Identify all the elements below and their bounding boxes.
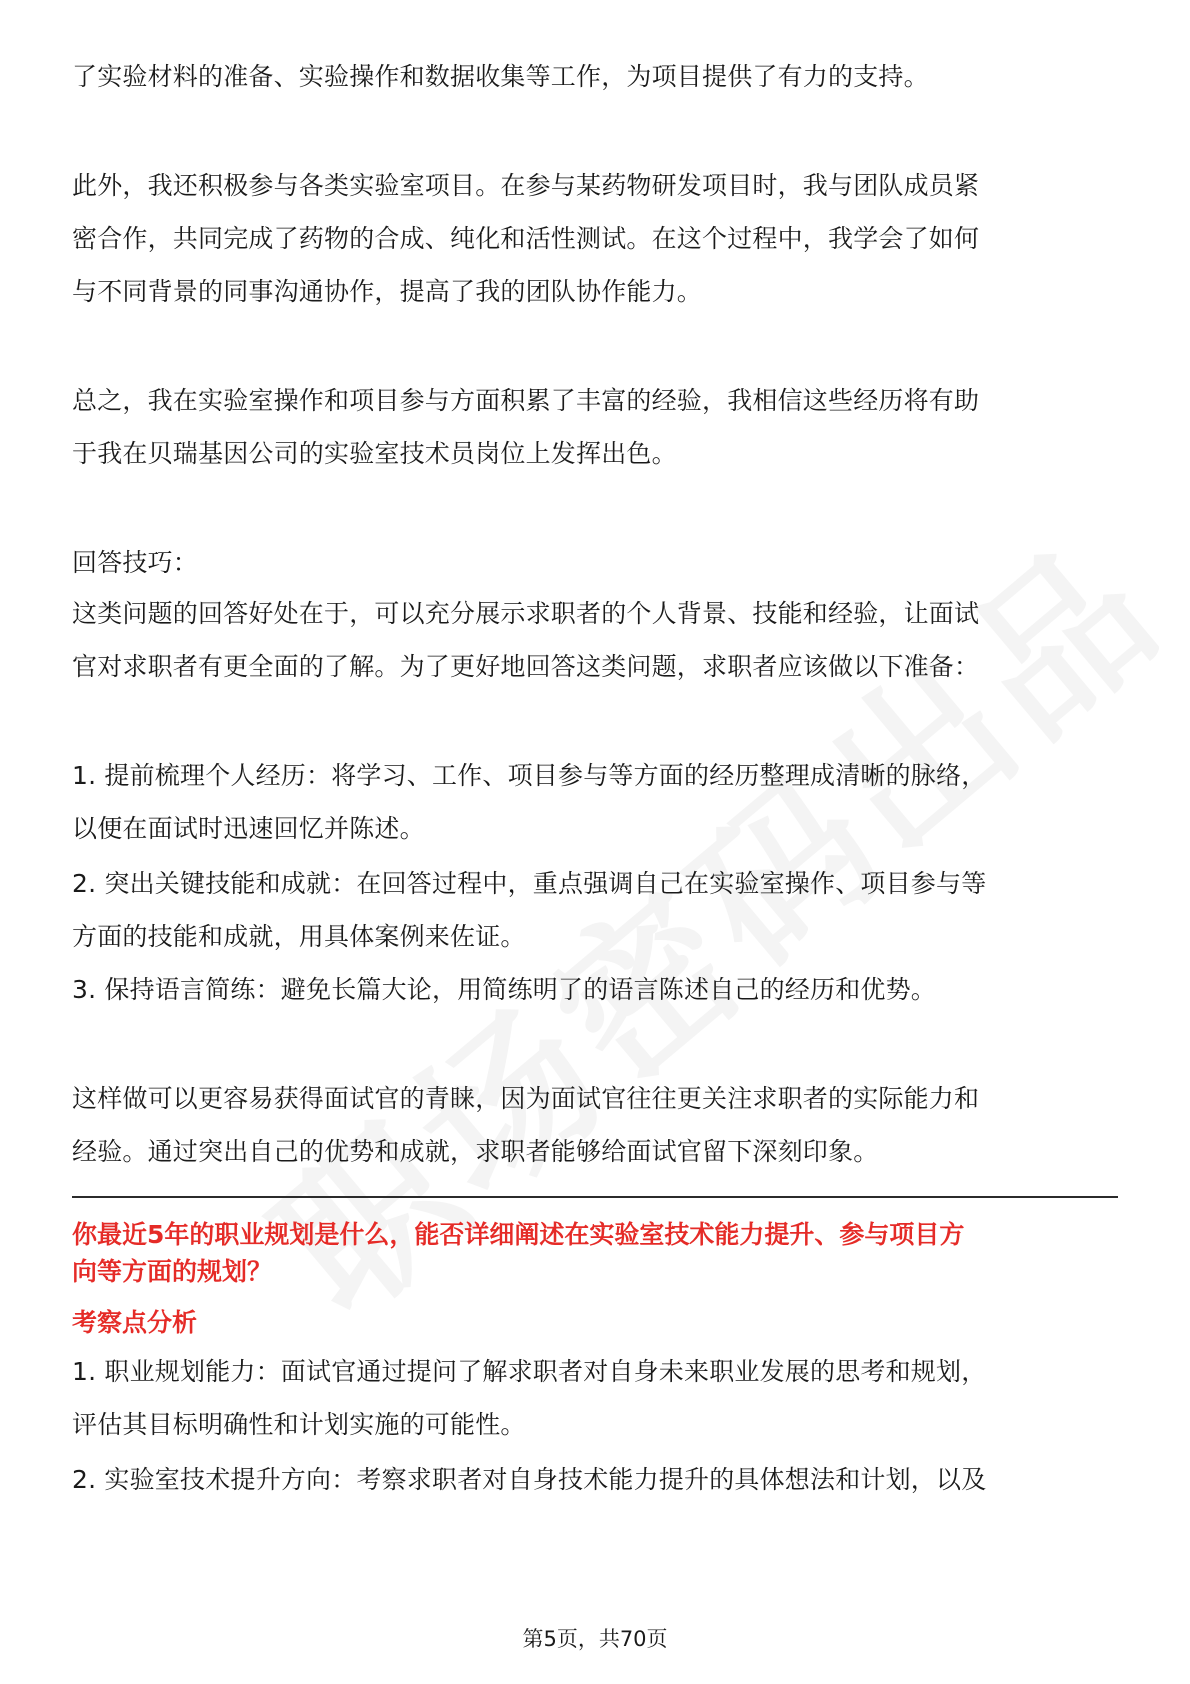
paragraph-line: 与不同背景的同事沟通协作，提高了我的团队协作能力。 [72, 277, 703, 306]
list-item: 2. 突出关键技能和成就：在回答过程中，重点强调自己在实验室操作、项目参与等 [72, 869, 987, 898]
list-item: 3. 保持语言简练：避免长篇大论，用简练明了的语言陈述自己的经历和优势。 [72, 975, 937, 1004]
paragraph-line: 总之，我在实验室操作和项目参与方面积累了丰富的经验，我相信这些经历将有助 [72, 386, 980, 415]
list-item: 1. 提前梳理个人经历：将学习、工作、项目参与等方面的经历整理成清晰的脉络， [72, 761, 987, 790]
list-item-continuation: 方面的技能和成就，用具体案例来佐证。 [72, 922, 526, 951]
paragraph-line: 经验。通过突出自己的优势和成就，求职者能够给面试官留下深刻印象。 [72, 1137, 879, 1166]
tips-title: 回答技巧： [72, 548, 199, 577]
analysis-title: 考察点分析 [72, 1308, 198, 1337]
page-footer [0, 1624, 1190, 1654]
paragraph-line: 此外，我还积极参与各类实验室项目。在参与某药物研发项目时，我与团队成员紧 [72, 171, 980, 200]
question-heading-continuation: 向等方面的规划？ [72, 1257, 273, 1286]
list-item: 1. 职业规划能力：面试官通过提问了解求职者对自身未来职业发展的思考和规划， [72, 1357, 987, 1386]
list-item: 2. 实验室技术提升方向：考察求职者对自身技术能力提升的具体想法和计划，以及 [72, 1465, 987, 1494]
paragraph-line: 密合作，共同完成了药物的合成、纯化和活性测试。在这个过程中，我学会了如何 [72, 224, 980, 253]
list-item-continuation: 以便在面试时迅速回忆并陈述。 [72, 814, 425, 843]
question-heading: 你最近5年的职业规划是什么，能否详细阐述在实验室技术能力提升、参与项目方 [72, 1220, 965, 1249]
paragraph-line: 这类问题的回答好处在于，可以充分展示求职者的个人背景、技能和经验，让面试 [72, 599, 980, 628]
section-divider [72, 1196, 1118, 1198]
list-item-continuation: 评估其目标明确性和计划实施的可能性。 [72, 1410, 526, 1439]
paragraph-line: 于我在贝瑞基因公司的实验室技术员岗位上发挥出色。 [72, 439, 677, 468]
paragraph-line: 这样做可以更容易获得面试官的青睐，因为面试官往往更关注求职者的实际能力和 [72, 1084, 980, 1113]
paragraph-line: 官对求职者有更全面的了解。为了更好地回答这类问题，求职者应该做以下准备： [72, 652, 980, 681]
page-number: 第5页，共70页 [522, 1627, 668, 1651]
paragraph-line: 了实验材料的准备、实验操作和数据收集等工作，为项目提供了有力的支持。 [72, 62, 929, 91]
